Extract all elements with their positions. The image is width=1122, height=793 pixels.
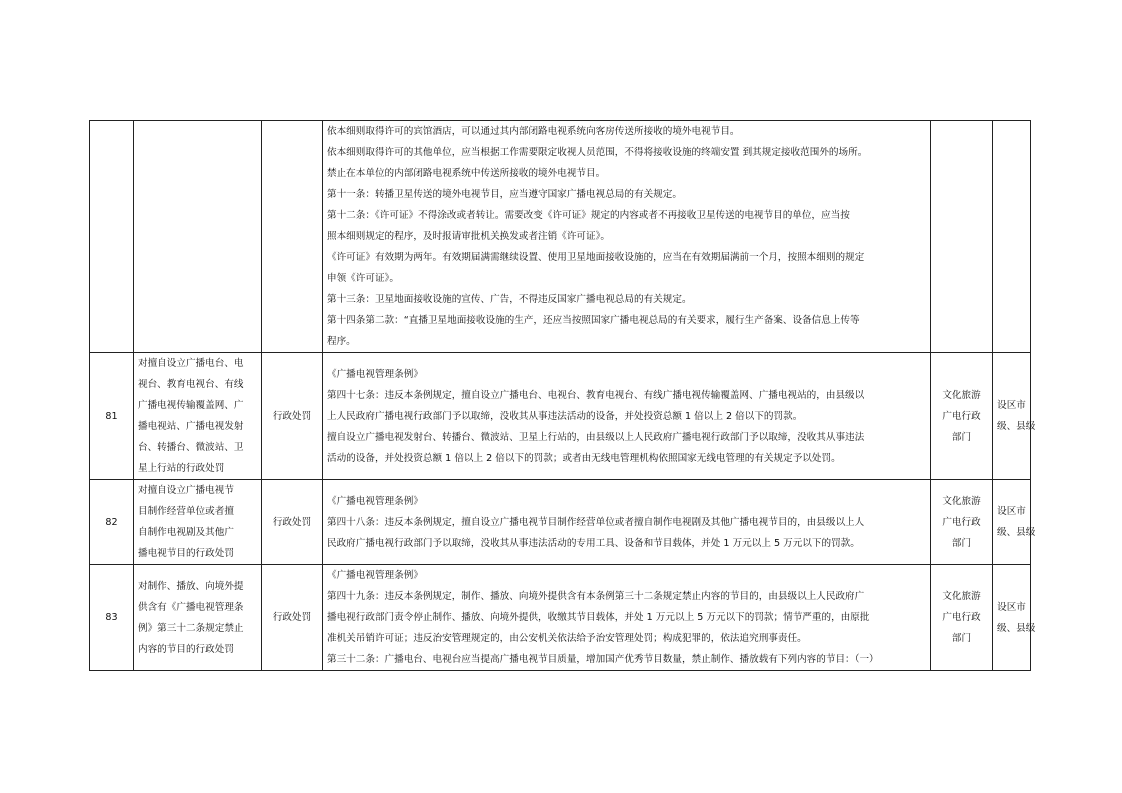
legal-basis-cell	[323, 480, 931, 565]
responsible-department-cell	[931, 565, 993, 671]
legal-basis-line: 依本细则取得许可的其他单位，应当根据工作需要限定收视人员范围，不得将接收设施的终端安置 到其规定接收范围外的场所。	[327, 147, 868, 158]
item-name-line: 广播电视传输覆盖网、广	[138, 400, 244, 411]
item-name-line: 自制作电视剧及其他广	[138, 527, 234, 538]
item-type-cell	[262, 353, 323, 480]
item-name-line: 对擅自设立广播电台、电	[138, 358, 244, 369]
enforcement-level-line: 级、县级	[997, 421, 1036, 432]
legal-basis-line: 准机关吊销许可证；违反治安管理规定的，由公安机关依法给予治安管理处罚；构成犯罪的，依法追究刑事责任。	[327, 633, 807, 644]
legal-basis-line: 《广播电视管理条例》	[327, 368, 423, 380]
legal-basis-line: 第四十八条：违反本条例规定，擅自设立广播电视节目制作经营单位或者擅自制作电视剧及其他广播电视节目的，由县级以上人	[327, 516, 865, 528]
responsible-department-line: 部门	[951, 537, 972, 549]
item-type: 行政处罚	[272, 410, 312, 422]
item-name-line: 内容的节目的行政处罚	[138, 643, 234, 655]
table-row	[90, 121, 1031, 353]
item-type: 行政处罚	[272, 516, 312, 528]
legal-basis-cell	[323, 565, 931, 671]
item-number: 81	[105, 410, 118, 422]
item-name-line: 对擅自设立广播电视节	[138, 485, 234, 496]
enforcement-level-line: 级、县级	[997, 527, 1036, 538]
item-name-cell	[134, 121, 262, 353]
item-type-cell	[262, 121, 323, 353]
responsible-department-line: 文化旅游	[942, 591, 981, 602]
item-number-cell	[90, 565, 134, 671]
responsible-department-cell	[931, 121, 993, 353]
legal-basis-line: 第四十七条：违反本条例规定，擅自设立广播电台、电视台、教育电视台、有线广播电视传输覆盖网、广播电视站的，由县级以	[327, 389, 865, 401]
table-body	[90, 121, 1036, 671]
legal-basis-line: 上人民政府广播电视行政部门予以取缔，没收其从事违法活动的设备，并处投资总额 1 倍以上 2 倍以下的罚款。	[327, 410, 803, 422]
enforcement-level-line: 设区市	[997, 601, 1026, 613]
item-name-line: 对制作、播放、向境外提	[138, 580, 244, 592]
legal-basis-line: 《许可证》有效期为两年。有效期届满需继续设置、使用卫星地面接收设施的，应当在有效期届满前一个月，按照本细则的规定	[327, 252, 865, 263]
item-number: 83	[105, 612, 118, 623]
table-row	[90, 480, 1031, 565]
legal-basis-line: 照本细则规定的程序，及时报请审批机关换发或者注销《许可证》。	[327, 231, 611, 242]
item-name-line: 播电视站、广播电视发射	[138, 421, 244, 432]
responsible-department-line: 广电行政	[942, 516, 981, 528]
legal-basis-line: 第四十九条：违反本条例规定，制作、播放、向境外提供含有本条例第三十二条规定禁止内容的节目的，由县级以上人民政府广	[327, 591, 865, 602]
item-type-cell	[262, 565, 323, 671]
legal-basis-line: 《广播电视管理条例》	[327, 570, 423, 581]
legal-basis-line: 民政府广播电视行政部门予以取缔，没收其从事违法活动的专用工具、设备和节目载体，并处 1 万元以上 5 万元以下的罚款。	[327, 537, 860, 549]
legal-basis-line: 第三十二条：广播电台、电视台应当提高广播电视节目质量，增加国产优秀节目数量，禁止制作、播放载有下列内容的节目：（一）	[327, 654, 879, 665]
legal-basis-line: 《广播电视管理条例》	[327, 495, 423, 507]
enforcement-level-cell	[993, 121, 1031, 353]
item-type-cell	[262, 480, 323, 565]
item-name-line: 供含有《广播电视管理条	[138, 601, 244, 613]
item-name-cell	[134, 353, 262, 480]
responsible-department-line: 文化旅游	[942, 389, 981, 401]
enforcement-level-line: 设区市	[997, 400, 1026, 411]
responsible-department-cell	[931, 353, 993, 480]
legal-basis-line: 依本细则取得许可的宾馆酒店，可以通过其内部闭路电视系统向客房传送所接收的境外电视节目。	[327, 126, 740, 137]
item-name-cell	[134, 480, 262, 565]
responsible-department-line: 部门	[951, 431, 972, 443]
item-name-line: 星上行站的行政处罚	[138, 463, 225, 474]
legal-basis-cell	[323, 121, 931, 353]
table-row	[90, 353, 1031, 480]
legal-basis-line: 第十二条：《许可证》不得涂改或者转让。需要改变《许可证》规定的内容或者不再接收卫星传送的电视节目的单位，应当按	[327, 210, 850, 221]
legal-basis-line: 第十一条：转播卫星传送的境外电视节目，应当遵守国家广播电视总局的有关规定。	[327, 189, 682, 200]
document-table	[89, 120, 1036, 671]
item-type: 行政处罚	[272, 612, 312, 623]
item-name-line: 播电视节目的行政处罚	[138, 548, 234, 559]
legal-basis-line: 禁止在本单位的内部闭路电视系统中传送所接收的境外电视节目。	[327, 168, 606, 179]
legal-basis-line: 申领《许可证》。	[327, 273, 399, 284]
legal-basis-line: 擅自设立广播电视发射台、转播台、微波站、卫星上行站的，由县级以上人民政府广播电视行政部门予以取缔，没收其从事违法	[327, 431, 865, 443]
item-number-cell	[90, 353, 134, 480]
item-number-cell	[90, 480, 134, 565]
legal-basis-line: 播电视行政部门责令停止制作、播放、向境外提供，收缴其节目载体，并处 1 万元以上 5 万元以下的罚款；情节严重的，由原批	[327, 612, 870, 623]
enforcement-level-cell	[993, 353, 1036, 480]
item-name-line: 视台、教育电视台、有线	[138, 379, 244, 390]
item-name-line: 台、转播台、微波站、卫	[138, 442, 244, 453]
enforcement-level-line: 设区市	[997, 506, 1026, 517]
enforcement-level-cell	[993, 480, 1036, 565]
item-number: 82	[105, 516, 118, 528]
responsible-department-line: 部门	[951, 633, 972, 644]
item-number-cell	[90, 121, 134, 353]
responsible-department-line: 广电行政	[942, 410, 981, 422]
item-name-line: 例》第三十二条规定禁止	[138, 622, 244, 634]
legal-basis-line: 第十四条第二款：“直播卫星地面接收设施的生产，还应当按照国家广播电视总局的有关要求，履行生产备案、设备信息上传等	[327, 315, 860, 326]
legal-basis-line: 程序。	[327, 336, 356, 347]
table-row	[90, 565, 1031, 671]
legal-basis-line: 第十三条：卫星地面接收设施的宣传、广告，不得违反国家广播电视总局的有关规定。	[327, 294, 692, 305]
enforcement-level-cell	[993, 565, 1036, 671]
responsible-department-line: 广电行政	[942, 612, 981, 623]
responsible-department-cell	[931, 480, 993, 565]
enforcement-level-line: 级、县级	[997, 622, 1036, 634]
responsible-department-line: 文化旅游	[942, 495, 981, 507]
legal-basis-cell	[323, 353, 931, 480]
legal-basis-line: 活动的设备，并处投资总额 1 倍以上 2 倍以下的罚款；或者由无线电管理机构依照国家无线电管理的有关规定予以处罚。	[327, 452, 841, 464]
item-name-line: 目制作经营单位或者擅	[138, 506, 234, 517]
item-name-cell	[134, 565, 262, 671]
